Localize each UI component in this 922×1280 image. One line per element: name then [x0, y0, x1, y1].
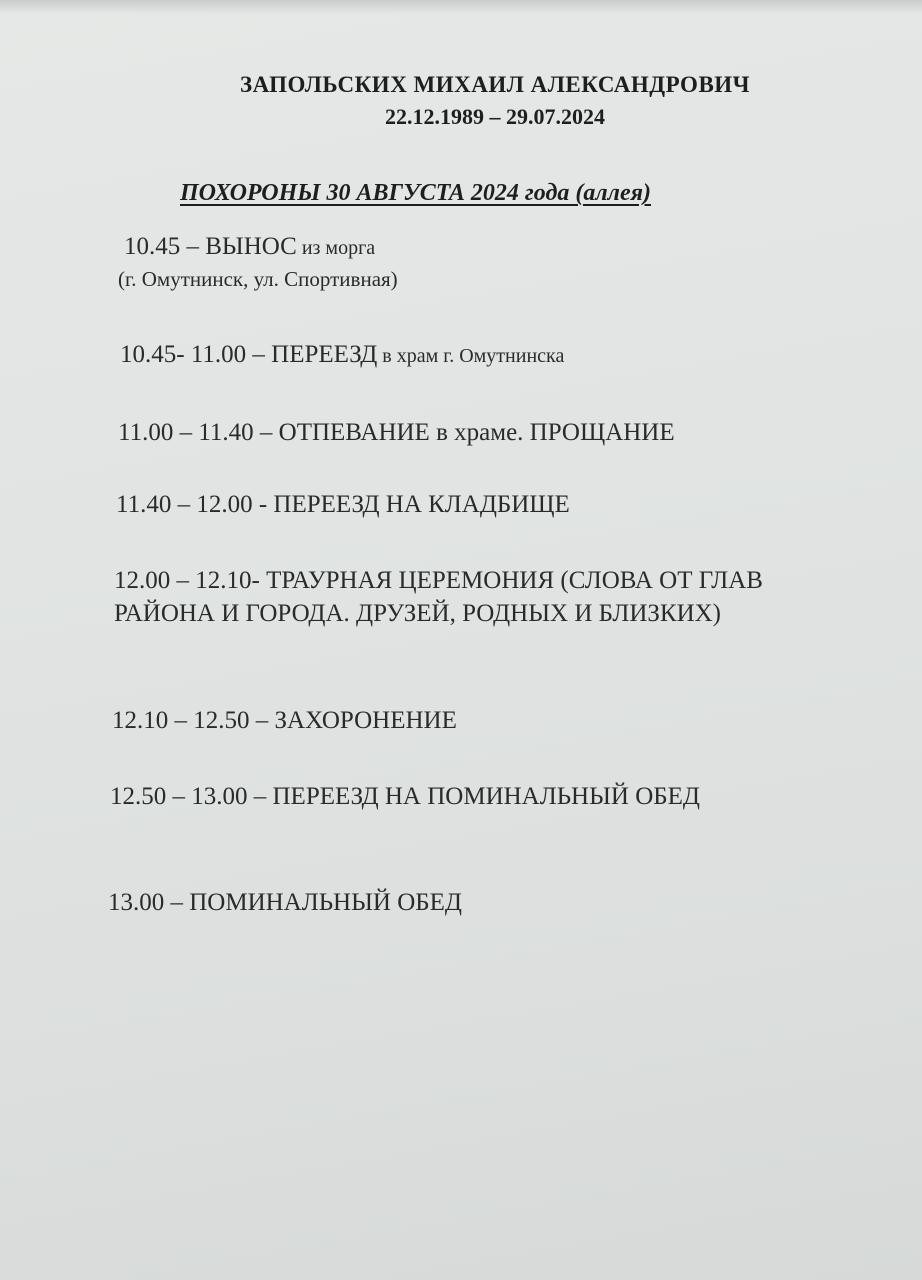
schedule-item	[108, 886, 848, 919]
schedule-item-detail: в храме. ПРОЩАНИЕ	[429, 419, 675, 446]
life-dates: 22.12.1989 – 29.07.2024	[385, 104, 605, 129]
schedule-item	[116, 488, 856, 521]
schedule-item-main: 10.45- 11.00 – ПЕРЕЕЗД	[120, 341, 378, 368]
schedule-item-main: 11.40 – 12.00 - ПЕРЕЕЗД НА КЛАДБИЩЕ	[116, 491, 570, 518]
schedule-item-main: 12.00 – 12.10- ТРАУРНАЯ ЦЕРЕМОНИЯ (СЛОВА ОТ ГЛАВ РАЙОНА И ГОРОДА. ДРУЗЕЙ, РОДНЫХ И БЛИЗКИХ)	[114, 567, 763, 627]
deceased-name: ЗАПОЛЬСКИХ МИХАИЛ АЛЕКСАНДРОВИЧ	[239, 72, 751, 97]
schedule-item-main: 12.10 – 12.50 – ЗАХОРОНЕНИЕ	[112, 707, 457, 734]
document-header	[0, 72, 922, 130]
schedule-item	[110, 780, 790, 813]
schedule-item	[118, 230, 864, 293]
schedule-item-main: 10.45 – ВЫНОС	[124, 233, 297, 260]
schedule-item-main: 12.50 – 13.00 – ПЕРЕЕЗД НА ПОМИНАЛЬНЫЙ ОБЕД	[110, 783, 700, 810]
schedule-item	[112, 704, 852, 737]
schedule-item	[118, 416, 858, 449]
schedule-item-detail: из морга	[296, 237, 376, 259]
schedule-item	[114, 564, 849, 630]
schedule-item-main: 11.00 – 11.40 – ОТПЕВАНИЕ	[118, 419, 430, 446]
schedule-item-location: (г. Омутнинск, ул. Спортивная)	[118, 267, 398, 291]
schedule-item-main: 13.00 – ПОМИНАЛЬНЫЙ ОБЕД	[108, 889, 462, 916]
funeral-title: ПОХОРОНЫ 30 АВГУСТА 2024 года (аллея)	[180, 180, 651, 206]
schedule-item-detail: в храм г. Омутнинска	[377, 345, 565, 367]
paper-shadow	[0, 0, 922, 14]
schedule-item	[120, 338, 860, 373]
